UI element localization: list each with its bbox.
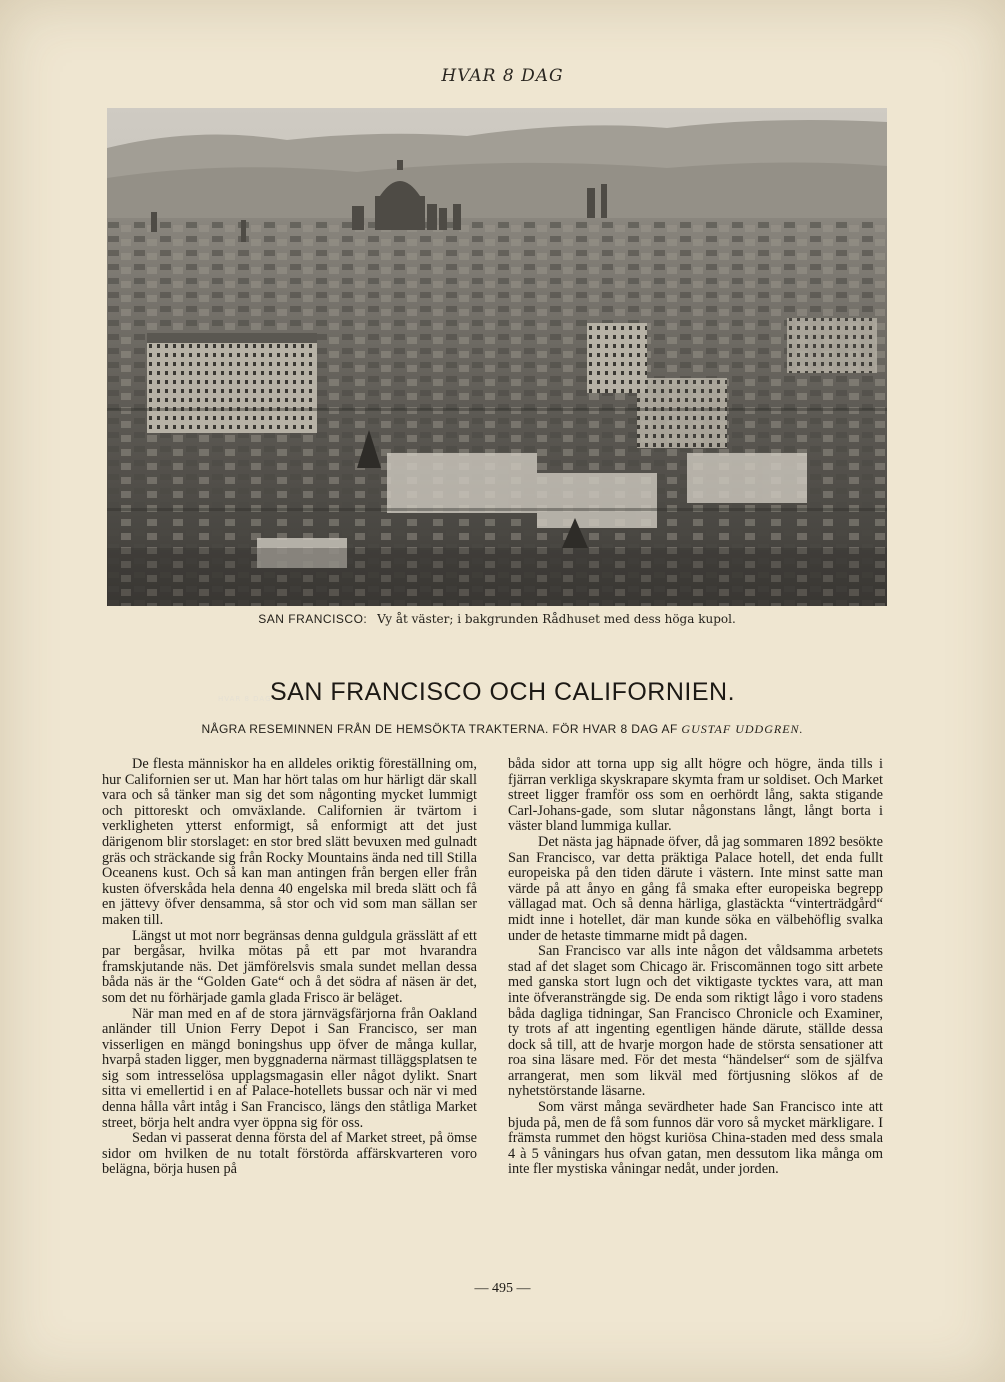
- caption-text: Vy åt väster; i bakgrunden Rådhuset med dess höga kupol.: [377, 612, 736, 626]
- paragraph: Längst ut mot norr begränsas denna guldgula grässlätt af ett par bergåsar, hvilka mötas på ett par mot hvarandra framskjutande näs. Det jämförelsvis smala sundet mellan dessa båda näs är the “Golden Gate“ och å det södra af näsen är det, som det nu förhärjade gamla glada Frisco är beläget.: [102, 927, 477, 1006]
- subtitle-text: NÅGRA RESEMINNEN FRÅN DE HEMSÖKTA TRAKTERNA. FÖR HVAR 8 DAG AF: [201, 722, 678, 736]
- paragraph: Det nästa jag häpnade öfver, då jag sommaren 1892 besökte San Francisco, var detta präktiga Palace hotell, det enda fullt europeiska på den tiden därute i västern. Inte minst satte man värde på att ånyo en gång få smaka efter europeiska begrepp vällagad mat. Och så denna härliga, glastäckta “vinterträdgård“ midt inne i hotellet, där man kunde söka en välbehöflig svalka under de hetaste timmarne midt på dagen.: [508, 833, 883, 944]
- paragraph: Som värst många sevärdheter hade San Francisco inte att bjuda på, men de få som funnos där voro så mycket märkligare. I främsta rummet den högst kuriösa China-staden med dess smala 4 à 5 våningars hus ofvan gatan, men dessutom lika många om inte fler mystiska våningar nedåt, under jorden.: [508, 1099, 883, 1178]
- page-number: — 495 —: [474, 1281, 531, 1296]
- cityscape-illustration: [107, 108, 887, 606]
- paragraph: Sedan vi passerat denna första del af Market street, på ömse sidor om hvilken de nu totalt förstörda affärskvarteren voro belägna, börja husen på: [102, 1130, 477, 1178]
- photo-credit: HVAR 8 DAG: [218, 695, 272, 703]
- running-head: HVAR 8 DAG: [441, 66, 564, 86]
- paragraph: De flesta människor ha en alldeles oriktig föreställning om, hur Californien ser ut. Man har hört talas om hur härligt där skall vara och så tänker man sig det som någonting mycket lummigt och pittoreskt och omväxlande. Californien är tvärtom i verkligheten ytterst enformigt, så enformigt att det just därigenom blir storslaget: en stor bred slätt bevuxen med gulnadt gräs och sträckande sig från Rocky Mountains ända ned till Stilla Oceanens kust. Och så kan man antingen från bergen eller från kusten öfverskåda hela denna 40 engelska mil breda slätt och få en jättevy öfver densamma, så stor och vid som man sällan ser maken till.: [102, 756, 477, 928]
- paragraph: När man med en af de stora järnvägsfärjorna från Oakland anländer till Union Ferry Depot i San Francisco, ser man visserligen en mängd boningshus upp öfver de många kullar, hvarpå staden ligger, men byggnaderna närmast tilläggsplatsen te sig som intresselösa upplagsmagasin eller något dylikt. Snart sitta vi emellertid i en af Palace-hotellets bussar och när vi med denna hålla vårt intåg i San Francisco, längs den ståtliga Market street, börja helt andra vyer öppna sig för oss.: [102, 1005, 477, 1131]
- article-title: SAN FRANCISCO OCH CALIFORNIEN.: [269, 678, 736, 706]
- paragraph: båda sidor att torna upp sig allt högre och högre, ända tills i fjärran verkliga skyskrapare skymta fram ur soldiset. Och Market street ligger framför oss som en oerhördt lång, sakta stigande Carl-Johans-gade, som slutar någonstans långt, långt borta i väster bland lummiga kullar.: [508, 756, 883, 835]
- article-column-right: [508, 757, 883, 1178]
- article-subtitle: [0, 722, 1005, 737]
- paragraph: San Francisco var alls inte någon det våldsamma arbetets stad af det slaget som Chicago är. Friscomännen togo sitt arbete med ganska stort lugn och det viktigaste tycktes vara, att man inte öfveransträngde sig. De enda som riktigt lågo i voro stadens båda dagliga tidningar, San Francisco Chronicle och Examiner, ty trots af att ingenting egentligen hände därute, ställde dessa dock så till, att de hvarje morgon hade de största sensationer att roa sina läsare med. För det mesta “händelser“ som de själfva arrangerat, men som likväl med förtjusning slökos af de nyhetstörstande läsarne.: [508, 943, 883, 1100]
- article-column-left: [102, 757, 477, 1178]
- caption-place: SAN FRANCISCO:: [258, 612, 368, 626]
- author-name: GUSTAF UDDGREN.: [681, 722, 804, 736]
- photo-caption: [107, 612, 887, 626]
